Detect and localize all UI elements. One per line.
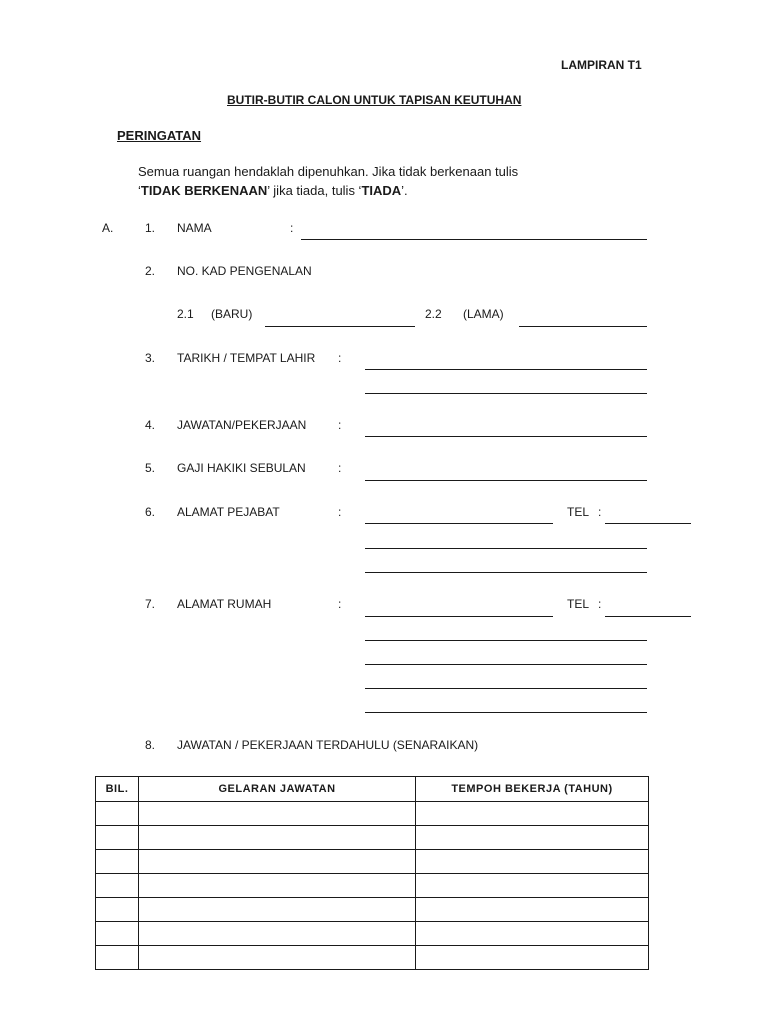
col-header-job-title: GELARAN JAWATAN <box>139 777 416 802</box>
table-cell[interactable] <box>416 946 649 970</box>
field-6-label: ALAMAT PEJABAT <box>177 505 280 519</box>
salary-input-line[interactable] <box>365 480 647 481</box>
field-4-colon: : <box>338 418 342 432</box>
table-cell[interactable] <box>416 826 649 850</box>
field-6-number: 6. <box>145 505 156 519</box>
table-cell[interactable] <box>96 826 139 850</box>
office-address-line-3[interactable] <box>365 572 647 573</box>
table-cell[interactable] <box>139 802 416 826</box>
table-cell[interactable] <box>416 874 649 898</box>
home-tel-input-line[interactable] <box>605 616 691 617</box>
table-cell[interactable] <box>416 850 649 874</box>
quote-open: ‘ <box>138 183 141 198</box>
table-cell[interactable] <box>416 898 649 922</box>
field-1-colon: : <box>290 221 294 235</box>
field-5-label: GAJI HAKIKI SEBULAN <box>177 461 306 475</box>
field-1-label: NAMA <box>177 221 212 235</box>
occupation-input-line[interactable] <box>365 436 647 437</box>
field-2-2-number: 2.2 <box>425 307 442 321</box>
field-7-label: ALAMAT RUMAH <box>177 597 272 611</box>
table-cell[interactable] <box>96 946 139 970</box>
table-cell[interactable] <box>96 898 139 922</box>
table-cell[interactable] <box>416 922 649 946</box>
field-8-number: 8. <box>145 738 156 752</box>
section-label: A. <box>102 221 114 235</box>
field-2-1-label: (BARU) <box>211 307 253 321</box>
field-3-colon: : <box>338 351 342 365</box>
warning-heading: PERINGATAN <box>117 128 202 143</box>
table-cell[interactable] <box>139 850 416 874</box>
home-address-line-2[interactable] <box>365 640 647 641</box>
home-address-line-3[interactable] <box>365 664 647 665</box>
table-cell[interactable] <box>139 922 416 946</box>
table-row <box>96 874 649 898</box>
table-cell[interactable] <box>96 802 139 826</box>
table-row <box>96 802 649 826</box>
table-row <box>96 946 649 970</box>
ic-old-input-line[interactable] <box>519 326 647 327</box>
field-7-colon: : <box>338 597 342 611</box>
not-applicable-text: TIDAK BERKENAAN <box>140 183 268 198</box>
field-2-1-number: 2.1 <box>177 307 194 321</box>
ic-new-input-line[interactable] <box>265 326 415 327</box>
table-cell[interactable] <box>139 946 416 970</box>
home-address-line-5[interactable] <box>365 712 647 713</box>
previous-jobs-table <box>95 776 649 970</box>
form-title: BUTIR-BUTIR CALON UNTUK TAPISAN KEUTUHAN <box>227 93 522 107</box>
col-header-bil: BIL. <box>96 777 139 802</box>
field-2-number: 2. <box>145 264 156 278</box>
field-2-label: NO. KAD PENGENALAN <box>177 264 312 278</box>
field-5-number: 5. <box>145 461 156 475</box>
warning-line-1: Semua ruangan hendaklah dipenuhkan. Jika tidak berkenaan tulis <box>138 164 519 179</box>
table-cell[interactable] <box>96 922 139 946</box>
warning-line-2 <box>138 183 408 198</box>
warning-mid-text: ’ jika tiada, tulis ‘ <box>267 183 362 198</box>
col-header-duration: TEMPOH BEKERJA (TAHUN) <box>416 777 649 802</box>
table-row <box>96 826 649 850</box>
field-1-number: 1. <box>145 221 156 235</box>
office-address-line-2[interactable] <box>365 548 647 549</box>
table-cell[interactable] <box>96 874 139 898</box>
field-2-2-label: (LAMA) <box>463 307 504 321</box>
office-tel-label: TEL <box>567 505 590 519</box>
birth-input-line-2[interactable] <box>365 393 647 394</box>
quote-close: ’. <box>401 183 408 198</box>
field-5-colon: : <box>338 461 342 475</box>
table-row <box>96 898 649 922</box>
home-address-line-4[interactable] <box>365 688 647 689</box>
field-6-colon: : <box>338 505 342 519</box>
home-address-line-1[interactable] <box>365 616 553 617</box>
birth-input-line-1[interactable] <box>365 369 647 370</box>
table-cell[interactable] <box>96 850 139 874</box>
field-3-number: 3. <box>145 351 156 365</box>
name-input-line[interactable] <box>301 239 647 240</box>
home-tel-colon: : <box>598 597 602 611</box>
field-4-number: 4. <box>145 418 156 432</box>
office-address-line-1[interactable] <box>365 523 553 524</box>
office-tel-colon: : <box>598 505 602 519</box>
table-header-row <box>96 777 649 802</box>
table-row <box>96 850 649 874</box>
table-cell[interactable] <box>416 802 649 826</box>
home-tel-label: TEL <box>567 597 590 611</box>
table-cell[interactable] <box>139 898 416 922</box>
table-cell[interactable] <box>139 874 416 898</box>
appendix-label: LAMPIRAN T1 <box>561 58 642 72</box>
office-tel-input-line[interactable] <box>605 523 691 524</box>
field-7-number: 7. <box>145 597 156 611</box>
none-text: TIADA <box>361 183 402 198</box>
field-4-label: JAWATAN/PEKERJAAN <box>177 418 307 432</box>
table-cell[interactable] <box>139 826 416 850</box>
table-row <box>96 922 649 946</box>
field-3-label: TARIKH / TEMPAT LAHIR <box>177 351 316 365</box>
field-8-label: JAWATAN / PEKERJAAN TERDAHULU (SENARAIKAN) <box>177 738 479 752</box>
